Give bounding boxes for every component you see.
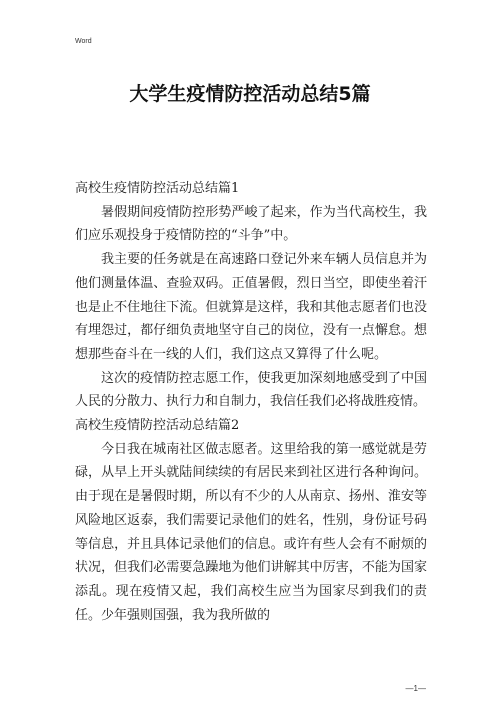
page-number: —1— — [405, 684, 426, 693]
paragraph: 我主要的任务就是在高速路口登记外来车辆人员信息并为他们测量体温、查验双码。正值暑假，烈日当空，即使坐着汗也是止不住地往下流。但就算是这样，我和其他志愿者们也没有埋怨过，都仔细负责地坚守自己的岗位，没有一点懈怠。想想那些奋斗在一线的人们，我们这点又算得了什么呢。 — [75, 252, 427, 362]
paragraph: 这次的疫情防控志愿工作，使我更加深刻地感受到了中国人民的分散力、执行力和自制力，我信任我们必将战胜疫情。 — [75, 370, 427, 410]
paragraph: 暑假期间疫情防控形势严峻了起来，作为当代高校生，我们应乐观投身于疫情防控的“斗争”中。 — [75, 204, 427, 244]
document-title: 大学生疫情防控活动总结5篇 — [129, 83, 371, 105]
section-heading: 高校生疫情防控活动总结篇2 — [75, 418, 240, 434]
document-body — [75, 177, 427, 627]
header-label: Word — [75, 38, 92, 45]
section-heading: 高校生疫情防控活动总结篇1 — [75, 181, 240, 196]
paragraph: 今日我在城南社区做志愿者。这里给我的第一感觉就是劳碌，从早上开头就陆间续续的有居民来到社区进行各种询问。由于现在是暑假时期，所以有不少的人从南京、扬州、淮安等风险地区返泰，我们需要记录他们的姓名，性别，身份证号码等信息，并且具体记录他们的信息。或许有些人会有不耐烦的状况，但我们必需要急躁地为他们讲解其中厉害，不能为国家添乱。现在疫情又起，我们高校生应当为国家尽到我们的责任。少年强则国强，我为我所做的 — [75, 441, 427, 623]
